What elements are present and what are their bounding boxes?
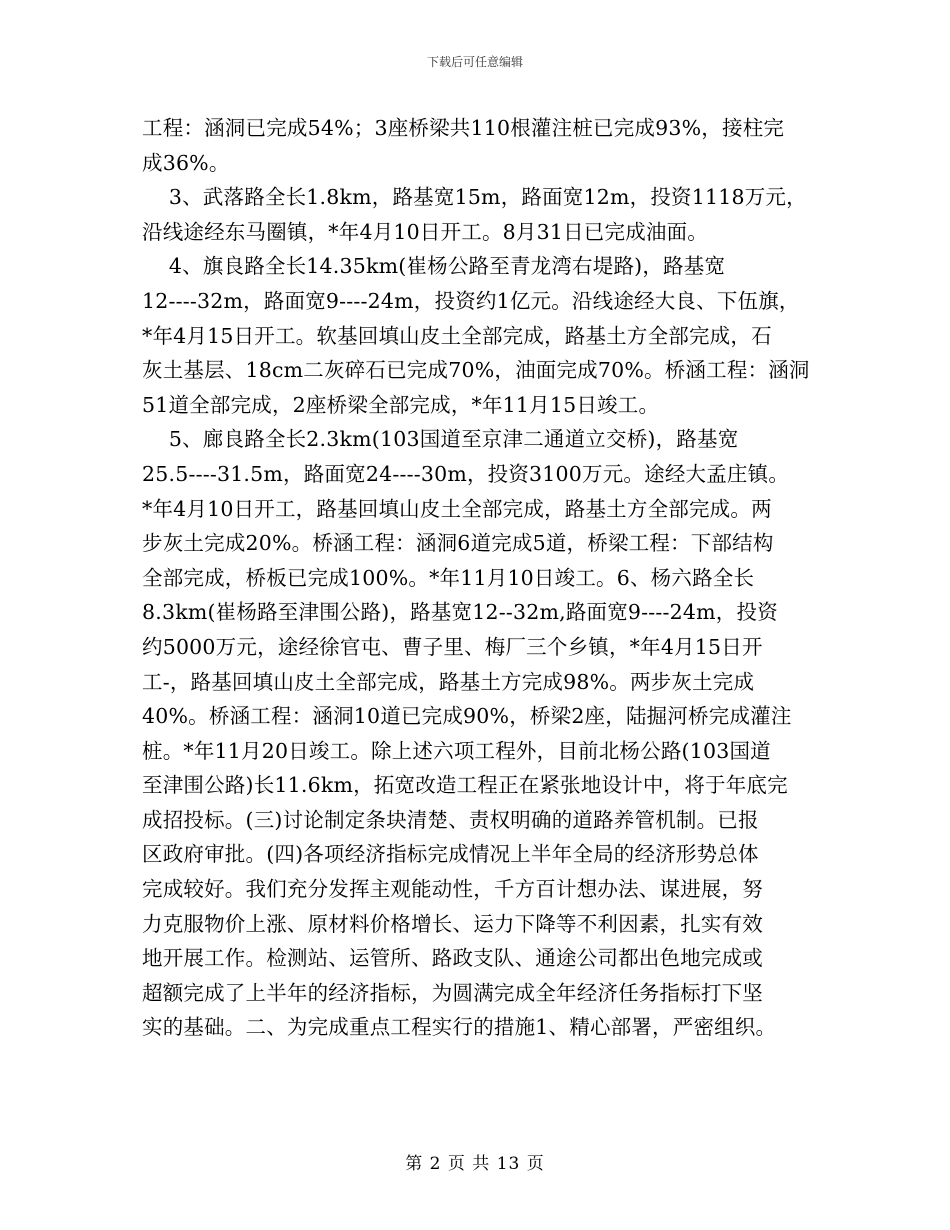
body-line: 全部完成，桥板已完成100%。*年11月10日竣工。6、杨六路全长 [142,565,755,590]
body-line: 桩。*年11月20日竣工。除上述六项工程外，目前北杨公路(103国道 [142,738,771,763]
body-line: 沿线途经东马圈镇，*年4月10日开工。8月31日已完成油面。 [142,219,709,244]
page-header: 下载后可任意编辑 [426,55,523,69]
body-line: 地开展工作。检测站、运管所、路政支队、通途公司都出色地完成或 [142,946,763,971]
body-line: 4、旗良路全长14.35km(崔杨公路至青龙湾右堤路)，路基宽 [142,254,726,279]
body-line: 力克服物价上涨、原材料价格增长、运力下降等不利因素，扎实有效 [142,911,763,936]
body-line: 实的基础。二、为完成重点工程实行的措施1、精心部署，严密组织。 [142,1015,777,1040]
body-line: 工程：涵洞已完成54%；3座桥梁共110根灌注桩已完成93%，接柱完 [142,116,785,140]
body-line: 51道全部完成，2座桥梁全部完成，*年11月15日竣工。 [142,392,660,417]
body-line: 约5000万元，途经徐官屯、曹子里、梅厂三个乡镇，*年4月15日开 [142,634,763,659]
body-line: 至津围公路)长11.6km，拓宽改造工程正在紧张地设计中，将于年底完 [142,773,788,798]
body-line: 超额完成了上半年的经济指标，为圆满完成全年经济任务指标打下坚 [142,980,763,1005]
body-line: 3、武落路全长1.8km，路基宽15m，路面宽12m，投资1118万元， [142,185,807,210]
body-line: 灰土基层、18cm二灰碎石已完成70%，油面完成70%。桥涵工程：涵洞 [142,358,810,383]
body-line: 区政府审批。(四)各项经济指标完成情况上半年全局的经济形势总体 [142,842,759,867]
body-line: 40%。桥涵工程：涵洞10道已完成90%，桥梁2座，陆掘河桥完成灌注 [142,704,792,729]
page-footer: 第 2 页 共 13 页 [405,1154,545,1174]
body-line: 步灰土完成20%。桥涵工程：涵洞6道完成5道，桥梁工程：下部结构 [142,531,774,556]
document-body [142,111,812,1045]
body-line: 工-，路基回填山皮土全部完成，路基土方完成98%。两步灰土完成 [142,669,755,694]
body-line: 8.3km(崔杨路至津围公路)，路基宽12--32m,路面宽9----24m，投资 [142,600,778,625]
body-line: 12----32m，路面宽9----24m，投资约1亿元。沿线途经大良、下伍旗， [142,288,800,313]
body-line: *年4月10日开工，路基回填山皮土全部完成，路基土方全部完成。两 [142,496,772,521]
body-line: 成36%。 [142,150,230,175]
body-line: *年4月15日开工。软基回填山皮土全部完成，路基土方全部完成，石 [142,323,772,348]
body-line: 5、廊良路全长2.3km(103国道至京津二通道立交桥)，路基宽 [142,427,739,452]
body-line: 成招投标。(三)讨论制定条块清楚、责权明确的道路养管机制。已报 [142,807,759,832]
body-line: 完成较好。我们充分发挥主观能动性，千方百计想办法、谋进展，努 [142,877,763,902]
body-line: 25.5----31.5m，路面宽24----30m，投资3100万元。途经大孟庄镇。 [142,461,790,486]
